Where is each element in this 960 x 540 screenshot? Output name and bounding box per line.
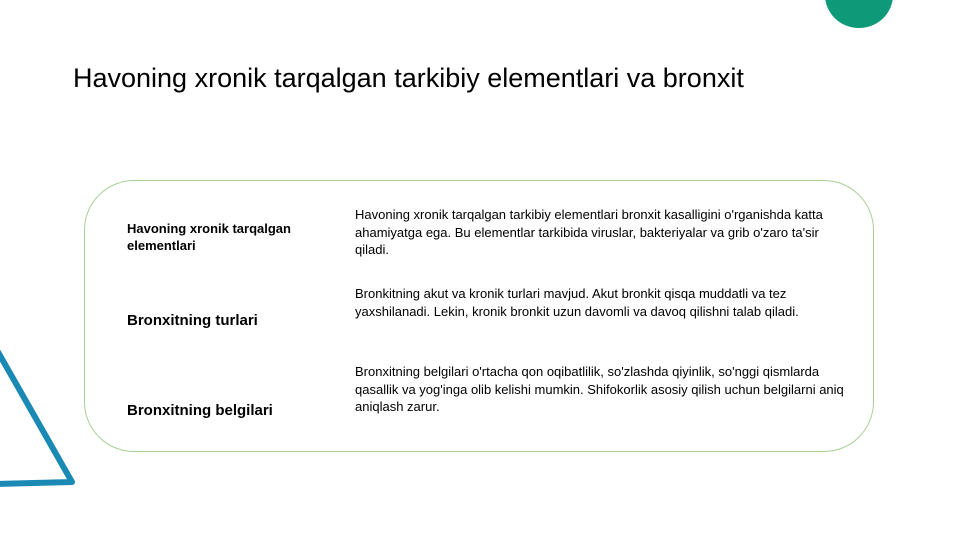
decorative-circle — [825, 0, 893, 28]
row-heading-symptoms: Bronxitning belgilari — [127, 402, 273, 419]
row-text-symptoms: Bronxitning belgilari o'rtacha qon oqibatlilik, so'zlashda qiyinlik, so'nggi qismlarda qasallik va yog'inga olib kelishi mumkin. Shifokorlik asosiy qilish uchun belgilarni aniq aniqlash zarur. — [355, 364, 844, 414]
row-heading-types: Bronxitning turlari — [127, 312, 258, 329]
decorative-triangle — [0, 340, 90, 500]
slide-title: Havoning xronik tarqalgan tarkibiy elementlari va bronxit — [73, 63, 744, 93]
row-text-elements: Havoning xronik tarqalgan tarkibiy elementlari bronxit kasalligini o'rganishda katta ahamiyatga ega. Bu elementlar tarkibida viruslar, bakteriyalar va grib o'zaro ta'sir qiladi. — [355, 207, 823, 257]
row-text-types: Bronkitning akut va kronik turlari mavjud. Akut bronkit qisqa muddatli va tez yaxshilanadi. Lekin, kronik bronkit uzun davomli va davoq qilishni talab qiladi. — [355, 286, 799, 319]
row-heading-elements: Havoning xronik tarqalgan elementlari — [127, 221, 291, 253]
